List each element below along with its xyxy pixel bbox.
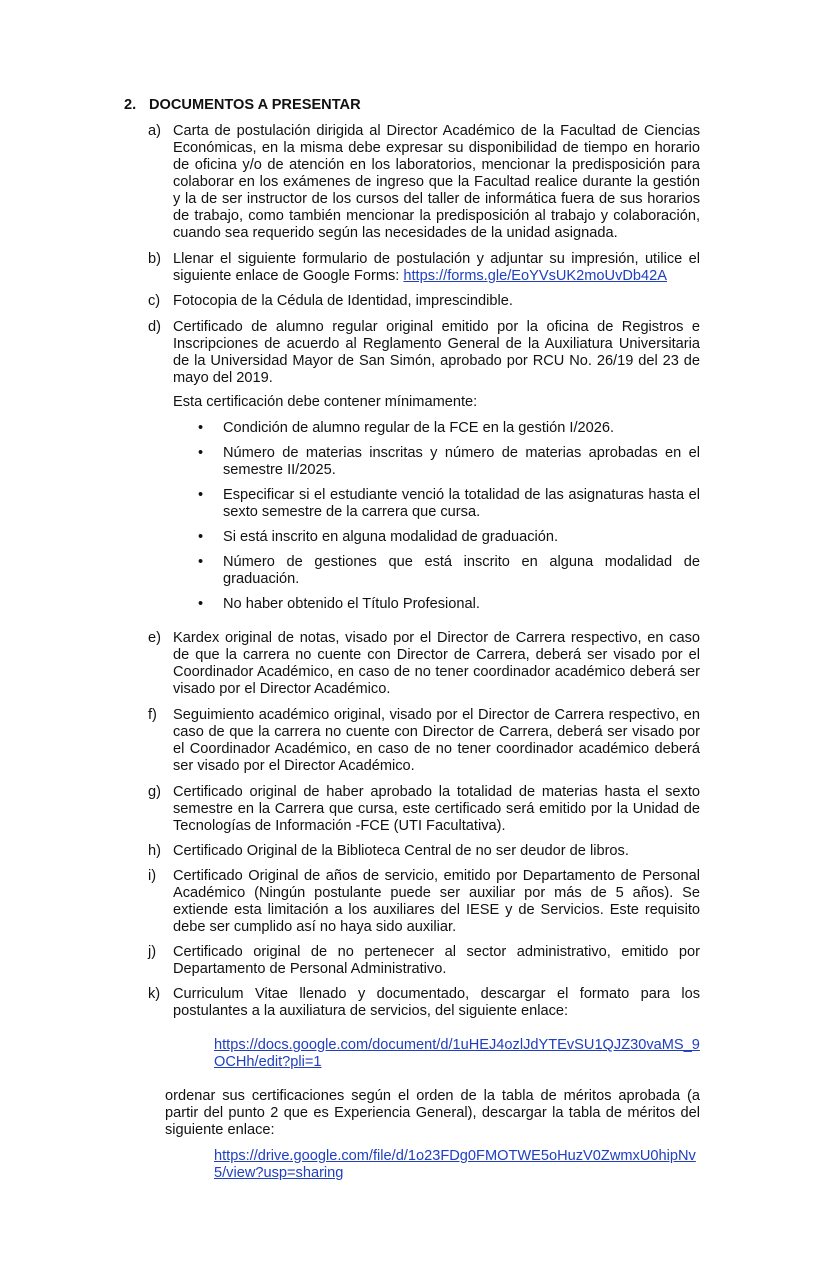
google-forms-link[interactable]: https://forms.gle/EoYVsUK2moUvDb42A (403, 268, 667, 284)
bullet-icon: • (198, 596, 204, 612)
closing-paragraph: ordenar sus certificaciones según el orden de la tabla de méritos aprobada (a partir del punto 2 que es Experiencia General), descargar la tabla de méritos del siguiente enlace: (165, 1088, 700, 1138)
list-item (198, 596, 700, 613)
item-marker: c) (148, 293, 161, 309)
list-item-k (148, 986, 700, 1020)
list-item-b (148, 251, 700, 285)
item-text: Curriculum Vitae llenado y documentado, descargar el formato para los postulantes a la auxiliatura de servicios, del siguiente enlace: (173, 986, 700, 1019)
item-text-body: Llenar el siguiente formulario de postulación y adjuntar su impresión, utilice el siguiente enlace de Google Forms: (173, 251, 700, 284)
list-item (198, 420, 700, 437)
item-marker: d) (148, 319, 161, 335)
item-text: Carta de postulación dirigida al Director Académico de la Facultad de Ciencias Económicas, en la misma debe expresar su disponibilidad de tiempo en horario de oficina y/o de atención en los laboratorios, mencionar la predisposición para colaborar en los exámenes de ingreso que la Facultad realice durante la gestión y la de ser instructor de los cursos del taller de informática fuera de sus horarios de trabajo, como también mencionar la predisposición al trabajo y colaboración, cuando sea requerido según las necesidades de la unidad asignada. (173, 123, 700, 241)
item-marker: i) (148, 868, 157, 884)
bullet-icon: • (198, 445, 204, 461)
cv-link-block (214, 1037, 704, 1071)
bullet-icon: • (198, 420, 204, 436)
bullet-text: Si está inscrito en alguna modalidad de graduación. (223, 529, 559, 545)
item-text: Certificado Original de la Biblioteca Central de no ser deudor de libros. (173, 843, 629, 859)
certification-intro: Esta certificación debe contener mínimamente: (173, 394, 478, 410)
bullet-icon: • (198, 554, 204, 570)
certification-requirements (148, 420, 700, 613)
bullet-text: Condición de alumno regular de la FCE en la gestión I/2026. (223, 420, 615, 436)
list-item (198, 487, 700, 521)
bullet-text: Especificar si el estudiante venció la totalidad de las asignaturas hasta el sexto semestre de la carrera que cursa. (223, 487, 700, 520)
item-text (173, 251, 700, 285)
list-item-g (148, 784, 700, 835)
item-text: Certificado original de haber aprobado la totalidad de materias hasta el sexto semestre en la Carrera que cursa, este certificado será emitido por la Unidad de Tecnologías de Información -FCE (UTI Facultativa). (173, 784, 700, 834)
bullet-icon: • (198, 487, 204, 503)
list-item-a (148, 123, 700, 242)
list-item-f (148, 707, 700, 775)
merits-table-link[interactable]: https://drive.google.com/file/d/1o23FDg0FMOTWE5oHuzV0ZwmxU0hipNv5/view?usp=sharing (214, 1148, 696, 1181)
list-item (198, 445, 700, 479)
section-title: DOCUMENTOS A PRESENTAR (149, 97, 361, 113)
item-marker: a) (148, 123, 161, 139)
bullet-icon: • (198, 529, 204, 545)
bullet-text: No haber obtenido el Título Profesional. (223, 596, 480, 612)
item-text: Fotocopia de la Cédula de Identidad, imprescindible. (173, 293, 513, 309)
list-item-c (148, 293, 700, 310)
item-marker: b) (148, 251, 161, 267)
item-marker: e) (148, 630, 161, 646)
item-text: Certificado original de no pertenecer al sector administrativo, emitido por Departamento de Personal Administrativo. (173, 944, 700, 977)
item-text: Certificado de alumno regular original emitido por la oficina de Registros e Inscripciones de acuerdo al Reglamento General de la Auxiliatura Universitaria de la Universidad Mayor de San Simón, aprobado por RCU No. 26/19 del 23 de mayo del 2019. (173, 319, 700, 386)
item-text: Kardex original de notas, visado por el Director de Carrera respectivo, en caso de que la carrera no cuente con Director de Carrera, deberá ser visado por el Coordinador Académico, en caso de no tener coordinador académico deberá ser visado por el Director Académico. (173, 630, 700, 697)
list-item (198, 529, 700, 546)
cv-template-link[interactable]: https://docs.google.com/document/d/1uHEJ4ozlJdYTEvSU1QJZ30vaMS_9OCHh/edit?pli=1 (214, 1037, 700, 1070)
bullet-text: Número de gestiones que está inscrito en alguna modalidad de graduación. (223, 554, 700, 587)
item-marker: h) (148, 843, 161, 859)
list-item-h (148, 843, 700, 860)
list-item-j (148, 944, 700, 978)
item-marker: k) (148, 986, 161, 1002)
section-number: 2. (124, 97, 137, 113)
item-marker: f) (148, 707, 157, 723)
merits-link-block (214, 1148, 704, 1182)
item-text: Certificado Original de años de servicio, emitido por Departamento de Personal Académico (Ningún postulante puede ser auxiliar por más de 5 años). Se extiende esta limitación a los auxiliares del IESE y de Servicios. Este requisito debe ser cumplido así no haya sido auxiliar. (173, 868, 700, 935)
item-text: Seguimiento académico original, visado por el Director de Carrera respectivo, en caso de que la carrera no cuente con Director de Carrera, deberá ser visado por el Coordinador Académico, en caso de no tener coordinador académico deberá ser visado por el Director Académico. (173, 707, 700, 774)
list-item-e (148, 630, 700, 698)
list-item-i (148, 868, 700, 936)
list-item-d (148, 319, 700, 621)
section-heading (124, 97, 361, 114)
bullet-text: Número de materias inscritas y número de materias aprobadas en el semestre II/2025. (223, 445, 700, 478)
item-marker: j) (148, 944, 157, 960)
list-item (198, 554, 700, 588)
item-marker: g) (148, 784, 161, 800)
